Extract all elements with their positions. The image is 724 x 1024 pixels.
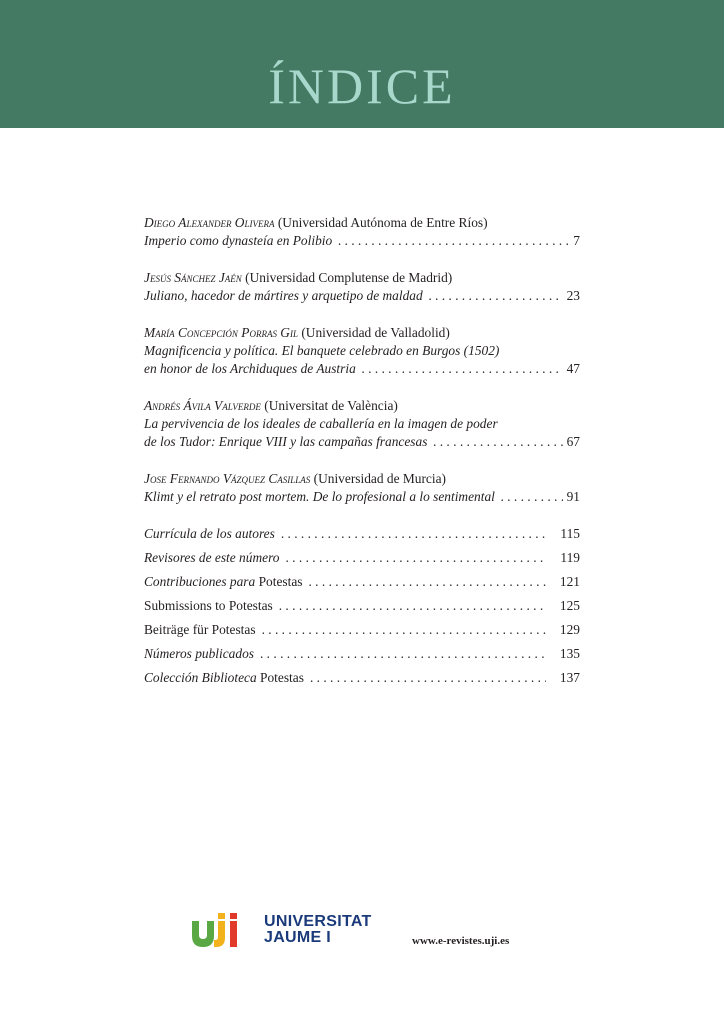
label-roman: Potestas	[258, 574, 303, 589]
page-number: 47	[566, 361, 580, 376]
dot-leader	[338, 232, 569, 250]
author-affiliation: (Universitat de València)	[260, 398, 398, 413]
article-title-entry[interactable]	[144, 360, 580, 378]
author-name: Andrés Ávila Valverde	[144, 398, 261, 413]
table-of-contents	[144, 214, 580, 693]
back-matter-entry[interactable]	[144, 621, 580, 645]
dot-leader	[279, 597, 546, 615]
toc-entry	[144, 269, 580, 305]
dot-leader	[501, 488, 563, 506]
article-title: Juliano, hacedor de mártires y arquetipo de maldad	[144, 288, 423, 303]
dot-leader	[310, 669, 546, 687]
back-matter-label	[144, 573, 308, 591]
page-number: 67	[566, 434, 580, 449]
back-matter-label	[144, 645, 260, 663]
author-line	[144, 397, 580, 415]
dot-leader	[262, 621, 546, 639]
dot-leader	[281, 525, 546, 543]
back-matter-entry[interactable]	[144, 525, 580, 549]
dot-leader	[433, 433, 562, 451]
back-matter-label	[144, 621, 262, 639]
article-title: en honor de los Archiduques de Austria	[144, 361, 356, 376]
author-name: Jesús Sánchez Jaén	[144, 270, 242, 285]
page-number: 119	[560, 550, 580, 565]
dot-leader	[308, 573, 546, 591]
dot-leader	[285, 549, 546, 567]
author-affiliation: (Universidad Autónoma de Entre Ríos)	[274, 215, 488, 230]
label-italic: Números publicados	[144, 646, 254, 661]
article-title-line: Magnificencia y política. El banquete celebrado en Burgos (1502)	[144, 343, 500, 358]
label-roman: Beiträge für Potestas	[144, 622, 256, 637]
article-title-line: La pervivencia de los ideales de caballería en la imagen de poder	[144, 416, 498, 431]
back-matter-label	[144, 549, 285, 567]
author-line	[144, 324, 580, 342]
toc-entry	[144, 397, 580, 451]
article-title: Klimt y el retrato post mortem. De lo profesional a lo sentimental	[144, 489, 495, 504]
back-matter-label	[144, 597, 279, 615]
article-title-entry[interactable]	[144, 287, 580, 305]
label-roman: Potestas	[260, 670, 304, 685]
article-title-entry[interactable]	[144, 488, 580, 506]
author-line	[144, 214, 580, 232]
university-name-line1: UNIVERSITAT	[264, 913, 372, 930]
label-roman: Submissions to Potestas	[144, 598, 273, 613]
author-name: María Concepción Porras Gil	[144, 325, 298, 340]
label-italic: Currícula de los autores	[144, 526, 275, 541]
article-entries	[144, 214, 580, 506]
page-number: 135	[559, 646, 580, 661]
page-number: 125	[559, 598, 580, 613]
back-matter-entry[interactable]	[144, 669, 580, 693]
dot-leader	[429, 287, 563, 305]
article-title-entry[interactable]	[144, 232, 580, 250]
dot-leader	[362, 360, 563, 378]
author-name: Diego Alexander Olivera	[144, 215, 275, 230]
page-number: 91	[566, 489, 580, 504]
uji-logo-icon	[190, 913, 260, 947]
article-title: de los Tudor: Enrique VIII y las campañas francesas	[144, 434, 428, 449]
page-number: 121	[559, 574, 580, 589]
page-title: ÍNDICE	[268, 58, 456, 114]
university-name	[264, 914, 372, 946]
label-italic: Contribuciones para	[144, 574, 259, 589]
author-line	[144, 470, 580, 488]
author-affiliation: (Universidad de Murcia)	[310, 471, 446, 486]
page-number: 23	[566, 288, 580, 303]
author-affiliation: (Universidad Complutense de Madrid)	[241, 270, 453, 285]
label-italic: Colección Biblioteca	[144, 670, 261, 685]
article-title: Imperio como dynasteía en Polibio	[144, 233, 333, 248]
toc-entry	[144, 324, 580, 378]
journal-url[interactable]: www.e-revistes.uji.es	[412, 935, 510, 947]
page-number: 137	[559, 670, 580, 685]
back-matter-label	[144, 525, 281, 543]
back-matter-list	[144, 525, 580, 693]
page-number: 7	[573, 233, 580, 248]
author-name: Jose Fernando Vázquez Casillas	[144, 471, 311, 486]
university-name-line2: JAUME I	[264, 929, 331, 946]
author-line	[144, 269, 580, 287]
toc-entry	[144, 470, 580, 506]
back-matter-entry[interactable]	[144, 645, 580, 669]
footer	[190, 913, 550, 953]
back-matter-label	[144, 669, 310, 687]
dot-leader	[260, 645, 546, 663]
back-matter-entry[interactable]	[144, 573, 580, 597]
back-matter-entry[interactable]	[144, 597, 580, 621]
page-number: 129	[559, 622, 580, 637]
toc-entry	[144, 214, 580, 250]
header-band	[0, 0, 724, 128]
article-title-entry[interactable]	[144, 433, 580, 451]
author-affiliation: (Universidad de Valladolid)	[297, 325, 450, 340]
page-number: 115	[560, 526, 580, 541]
back-matter-entry[interactable]	[144, 549, 580, 573]
label-italic: Revisores de este número	[144, 550, 280, 565]
